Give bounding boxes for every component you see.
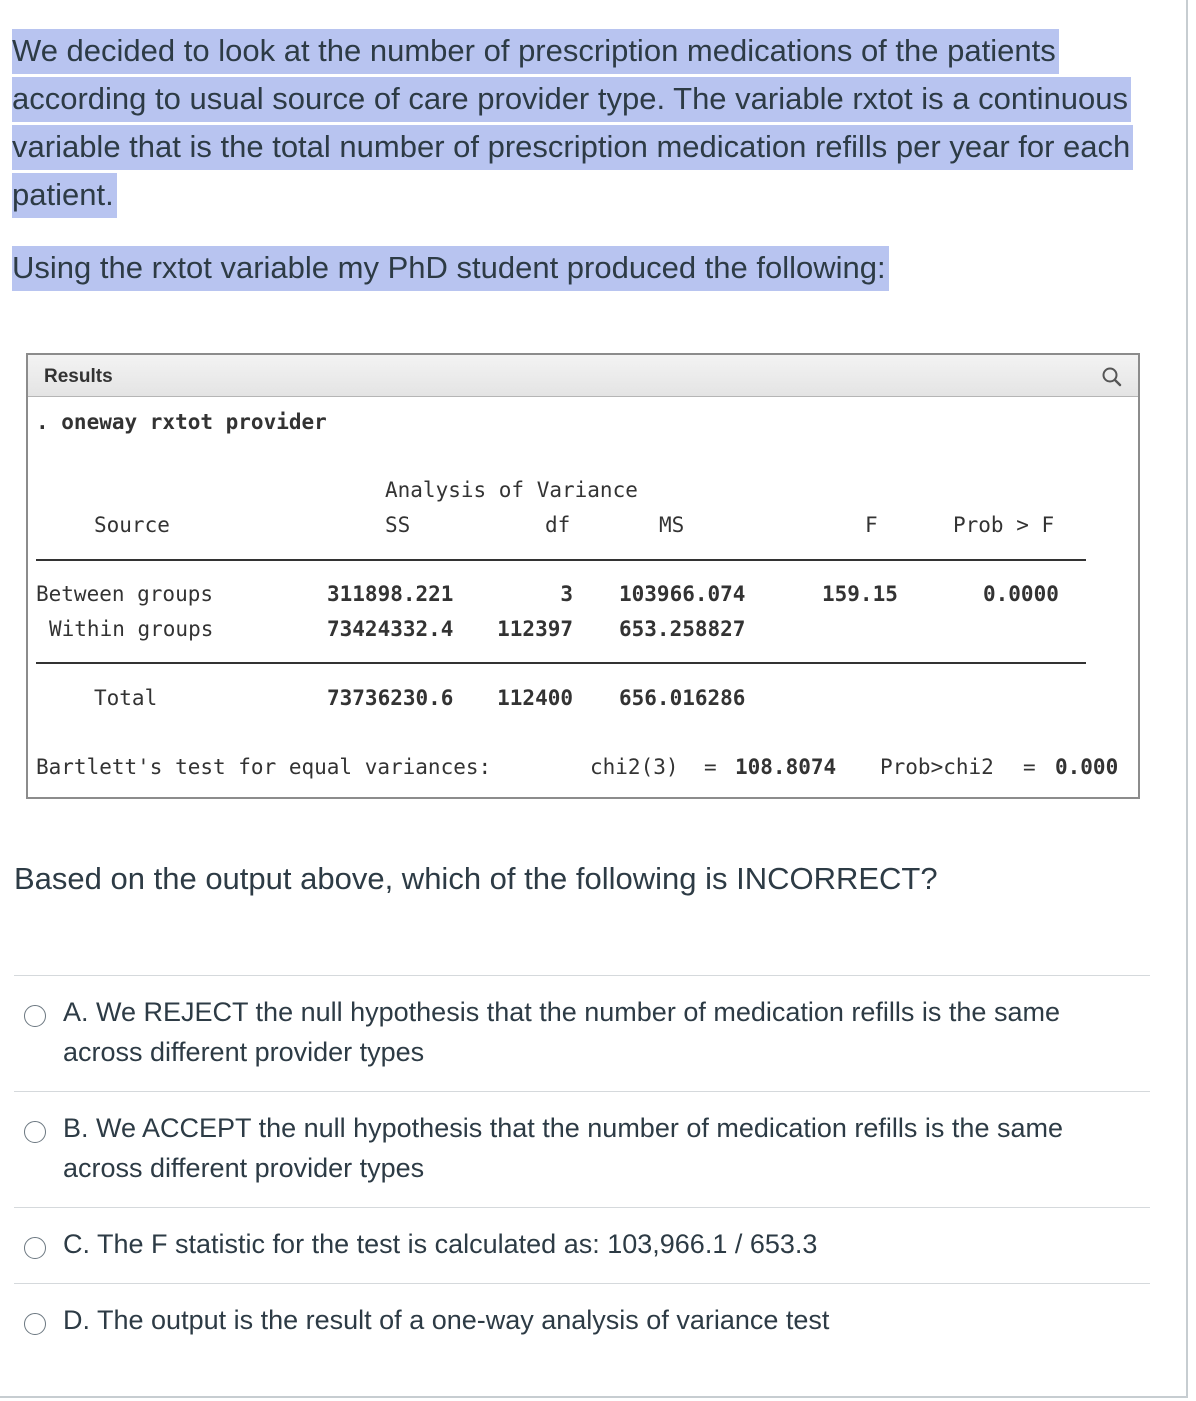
results-header	[28, 355, 1138, 397]
row-within-ms: 653.258827	[619, 617, 746, 641]
bartlett-eq1: =	[704, 755, 717, 779]
bartlett-eq2: =	[1023, 755, 1036, 779]
row-total-df: 112400	[497, 686, 573, 710]
radio-option-b[interactable]	[24, 1121, 46, 1143]
row-between-f: 159.15	[822, 582, 898, 606]
header-ms: MS	[659, 513, 685, 537]
header-f: F	[865, 513, 878, 537]
header-source: Source	[94, 513, 170, 537]
answer-option-c[interactable]	[14, 1224, 1150, 1280]
answer-text-c: C. The F statistic for the test is calculated as: 103,966.1 / 653.3	[63, 1229, 818, 1259]
row-between-ms: 103966.074	[619, 582, 746, 606]
header-df: df	[545, 513, 571, 537]
radio-option-c[interactable]	[24, 1237, 46, 1259]
answer-text-d: D. The output is the result of a one-way analysis of variance test	[63, 1305, 830, 1335]
answer-text-a: A. We REJECT the null hypothesis that the number of medication refills is the same across different provider types	[63, 997, 1060, 1067]
table-rule-bottom	[36, 662, 1086, 664]
answer-option-a[interactable]	[14, 992, 1150, 1088]
radio-option-d[interactable]	[24, 1313, 46, 1335]
stata-command: . oneway rxtot provider	[36, 410, 327, 434]
header-ss: SS	[385, 513, 411, 537]
bartlett-chi-value: 108.8074	[735, 755, 837, 779]
answer-divider	[14, 1091, 1150, 1092]
header-prob: Prob > F	[953, 513, 1055, 537]
bartlett-prob-value: 0.000	[1055, 755, 1119, 779]
answer-option-d[interactable]	[14, 1300, 1150, 1356]
search-icon[interactable]	[1100, 365, 1124, 389]
bartlett-chi-label: chi2(3)	[590, 755, 679, 779]
row-total-ss: 73736230.6	[327, 686, 454, 710]
table-rule-top	[36, 559, 1086, 561]
row-between-ss: 311898.221	[327, 582, 454, 606]
anova-table-title: Analysis of Variance	[385, 478, 638, 502]
answer-text-b: B. We ACCEPT the null hypothesis that the number of medication refills is the same across different provider types	[63, 1113, 1063, 1183]
answer-divider	[14, 1207, 1150, 1208]
row-within-df: 112397	[497, 617, 573, 641]
radio-option-a[interactable]	[24, 1005, 46, 1027]
bartlett-label: Bartlett's test for equal variances:	[36, 755, 492, 779]
answer-option-b[interactable]	[14, 1108, 1150, 1204]
intro-paragraph	[12, 27, 1162, 219]
row-between-df: 3	[560, 582, 573, 606]
row-within-ss: 73424332.4	[327, 617, 454, 641]
question-prompt: Based on the output above, which of the following is INCORRECT?	[14, 861, 938, 896]
answer-divider	[14, 975, 1150, 976]
highlighted-lead-text: Using the rxtot variable my PhD student produced the following:	[12, 246, 889, 291]
row-total-ms: 656.016286	[619, 686, 746, 710]
row-total-source: Total	[94, 686, 158, 710]
results-title: Results	[44, 366, 113, 387]
row-within-source: Within groups	[49, 617, 214, 641]
highlighted-intro-text: We decided to look at the number of prescription medications of the patients according to usual source of care provider type. The variable rxtot is a continuous variable that is the total number of prescription medication refills per year for each patient.	[12, 29, 1133, 218]
results-window	[26, 353, 1140, 799]
answer-divider	[14, 1283, 1150, 1284]
lead-sentence	[12, 244, 889, 292]
row-between-prob: 0.0000	[983, 582, 1059, 606]
bartlett-prob-label: Prob>chi2	[880, 755, 994, 779]
row-between-source: Between groups	[36, 582, 214, 606]
